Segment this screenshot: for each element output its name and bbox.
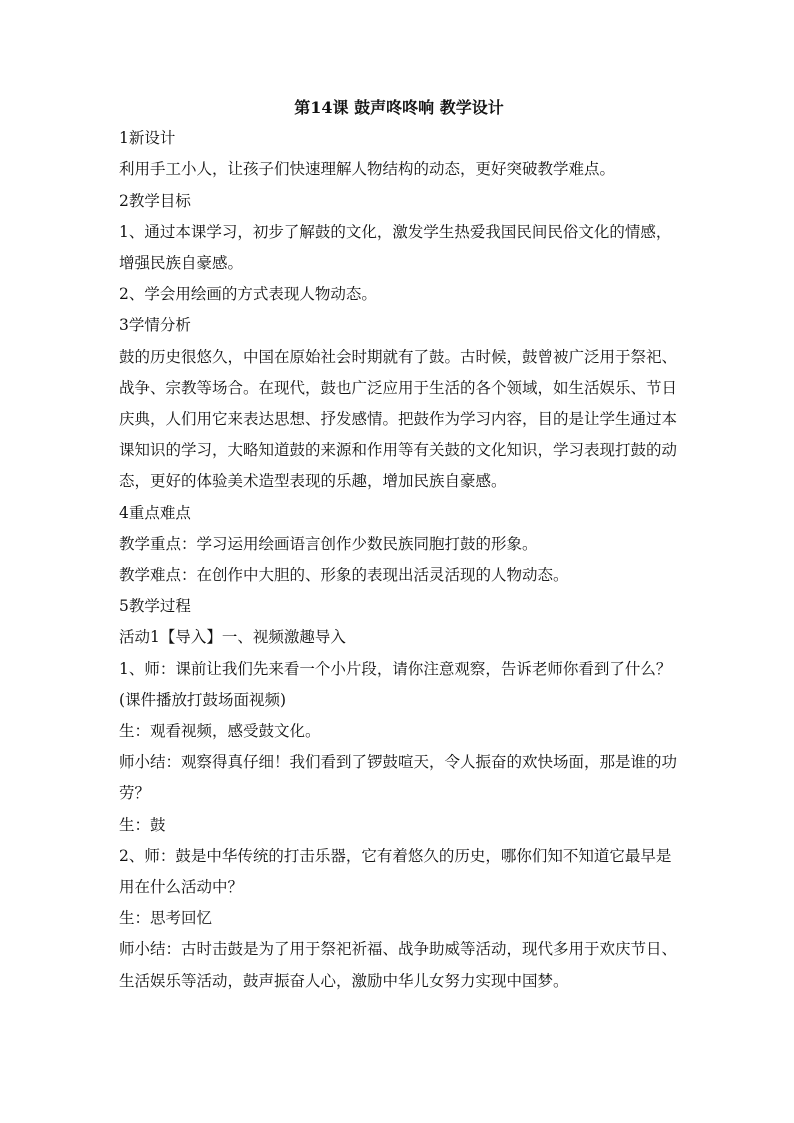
section-heading-key-points: 4重点难点 [119, 503, 191, 522]
paragraph-student-response-3: 生：思考回忆 [119, 909, 213, 928]
paragraph-student-response-2: 生：鼓 [119, 815, 166, 834]
document-body [119, 92, 679, 997]
paragraph-activity-1: 活动1【导入】一、视频激趣导入 [119, 628, 346, 647]
paragraph-teacher-summary-1: 师小结：观察得真仔细！我们看到了锣鼓喧天，令人振奋的欢快场面，那是谁的功劳？ [119, 753, 678, 803]
paragraph-learning-analysis: 鼓的历史很悠久，中国在原始社会时期就有了鼓。古时候，鼓曾被广泛用于祭祀、战争、宗教等场合。在现代，鼓也广泛应用于生活的各个领域，如生活娱乐、节日庆典，人们用它来表达思想、抒发感情。把鼓作为学习内容，目的是让学生通过本课知识的学习，大略知道鼓的来源和作用等有关鼓的文化知识，学习表现打鼓的动态，更好的体验美术造型表现的乐趣，增加民族自豪感。 [119, 347, 678, 491]
paragraph-goal-1: 1、通过本课学习，初步了解鼓的文化，激发学生热爱我国民间民俗文化的情感，增强民族自豪感。 [119, 222, 672, 273]
paragraph-teacher-summary-2: 师小结：古时击鼓是为了用于祭祀祈福、战争助威等活动，现代多用于欢庆节日、生活娱乐等活动，鼓声振奋人心，激励中华儿女努力实现中国梦。 [119, 940, 678, 990]
document-title: 第14课 鼓声咚咚响 教学设计 [294, 98, 504, 117]
section-heading-teaching-goals: 2教学目标 [119, 191, 191, 210]
paragraph-student-response-1: 生：观看视频，感受鼓文化。 [119, 722, 321, 741]
paragraph-teacher-question-1: 1、师：课前让我们先来看一个小片段，请你注意观察，告诉老师你看到了什么？(课件播放打鼓场面视频) [119, 659, 672, 709]
section-heading-learning-analysis: 3学情分析 [119, 316, 191, 335]
section-heading-new-design: 1新设计 [119, 129, 176, 148]
paragraph-difficult-point: 教学难点：在创作中大胆的、形象的表现出活灵活现的人物动态。 [119, 566, 569, 585]
paragraph-new-design: 利用手工小人，让孩子们快速理解人物结构的动态，更好突破教学难点。 [119, 160, 616, 179]
paragraph-teacher-question-2: 2、师：鼓是中华传统的打击乐器，它有着悠久的历史，哪你们知不知道它最早是用在什么活动中？ [119, 846, 672, 897]
section-heading-teaching-process: 5教学过程 [119, 597, 191, 616]
paragraph-goal-2: 2、学会用绘画的方式表现人物动态。 [119, 285, 377, 304]
paragraph-key-point: 教学重点：学习运用绘画语言创作少数民族同胞打鼓的形象。 [119, 534, 538, 553]
